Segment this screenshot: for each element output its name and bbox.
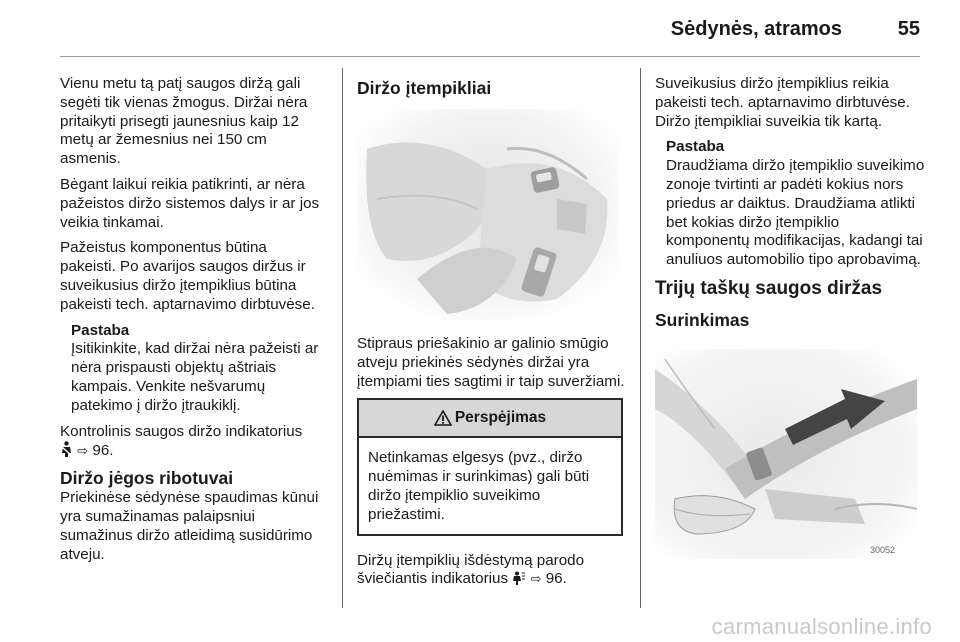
belt-pretensioner-figure xyxy=(357,109,619,321)
column-divider-2 xyxy=(640,68,641,608)
airbag-pretensioner-icon xyxy=(512,571,526,585)
page-reference-icon[interactable]: ⇨ xyxy=(530,571,542,587)
paragraph: Vienu metu tą patį saugos diržą gali segėti tik vienas žmogus. Diržai nėra pritaikyti prisegti jaunesnius kaip 12 metų ar žemesnius nei 150 cm asmenis. xyxy=(60,75,308,168)
page-reference[interactable]: 96. xyxy=(545,570,567,588)
note-heading: Pastaba xyxy=(71,321,130,339)
warning-box xyxy=(357,398,623,535)
page-header xyxy=(0,0,960,58)
page-reference-icon[interactable]: ⇨ xyxy=(77,443,89,459)
section-heading: Diržo įtempikliai xyxy=(357,78,492,98)
seatbelt-icon xyxy=(60,441,73,457)
column-1 xyxy=(60,75,326,571)
paragraph: Suveikusius diržo įtempiklius reikia pakeisti tech. aptarnavimo dirbtuvėse. Diržo įtempikliai suveikia tik kartą. xyxy=(655,75,910,130)
paragraph: Bėgant laikui reikia patikrinti, ar nėra pažeistos diržo sistemos dalys ir ar jos veikia tinkamai. xyxy=(60,175,320,231)
section-heading: Trijų taškų saugos diržas xyxy=(655,277,883,299)
page-number: 55 xyxy=(897,18,920,40)
note-text: Įsitikinkite, kad diržai nėra pažeisti ar nėra prispausti objektų aštriais kampais. Venkite nešvarumų patekimo į diržo įtraukiklį. xyxy=(71,340,319,414)
note-text: Draudžiama diržo įtempiklio suveikimo zonoje tvirtinti ar padėti kokius nors priedus ar daiktus. Draudžiama atlikti bet kokias diržo įtempiklio komponentų modifikacijas, kadangi tai anuliuos automobilio tipo aprobavimą. xyxy=(666,157,925,269)
paragraph: Pažeistus komponentus būtina pakeisti. Po avarijos saugos diržus ir suveikusius diržo įtempiklius būtina pakeisti tech. aptarnavimo dirbtuvėse. xyxy=(60,239,315,313)
column-divider-1 xyxy=(342,68,343,608)
subsection-heading: Surinkimas xyxy=(655,309,750,330)
warning-text: Netinkamas elgesys (pvz., diržo nuėmimas ir surinkimas) gali būti diržo įtempiklio suveikimo priežastimi. xyxy=(368,449,590,523)
note-heading: Pastaba xyxy=(666,138,725,156)
header-divider xyxy=(60,56,920,57)
paragraph: Priekinėse sėdynėse spaudimas kūnui yra sumažinamas palaipsniui sumažinus diržo atleidimą susidūrimo atveju. xyxy=(60,489,319,563)
column-2 xyxy=(357,75,625,596)
column-3 xyxy=(655,75,925,559)
paragraph-indicator-ref: Kontrolinis saugos diržo indikatorius ⇨ 96. xyxy=(60,422,303,460)
paragraph-indicator-ref: Diržų įtempiklių išdėstymą parodo šviečiantis indikatorius ⇨ 96. xyxy=(357,551,585,588)
paragraph: Stipraus priešakinio ar galinio smūgio atveju priekinės sėdynės diržai yra įtempiami ties sagtimi ir taip suveržiami. xyxy=(357,335,625,390)
seatbelt-fastening-figure xyxy=(655,349,917,559)
note-block xyxy=(60,322,326,416)
section-title: Sėdynės, atramos xyxy=(670,18,842,40)
figure-code: 30052 xyxy=(870,544,896,555)
page-reference[interactable]: 96. xyxy=(92,442,114,460)
warning-header xyxy=(359,400,621,438)
warning-icon xyxy=(434,410,452,426)
watermark-url: carmanualsonline.info xyxy=(711,614,932,639)
note-block xyxy=(655,138,925,270)
section-heading: Diržo jėgos ribotuvai xyxy=(60,468,234,489)
warning-title: Perspėjimas xyxy=(454,408,547,426)
